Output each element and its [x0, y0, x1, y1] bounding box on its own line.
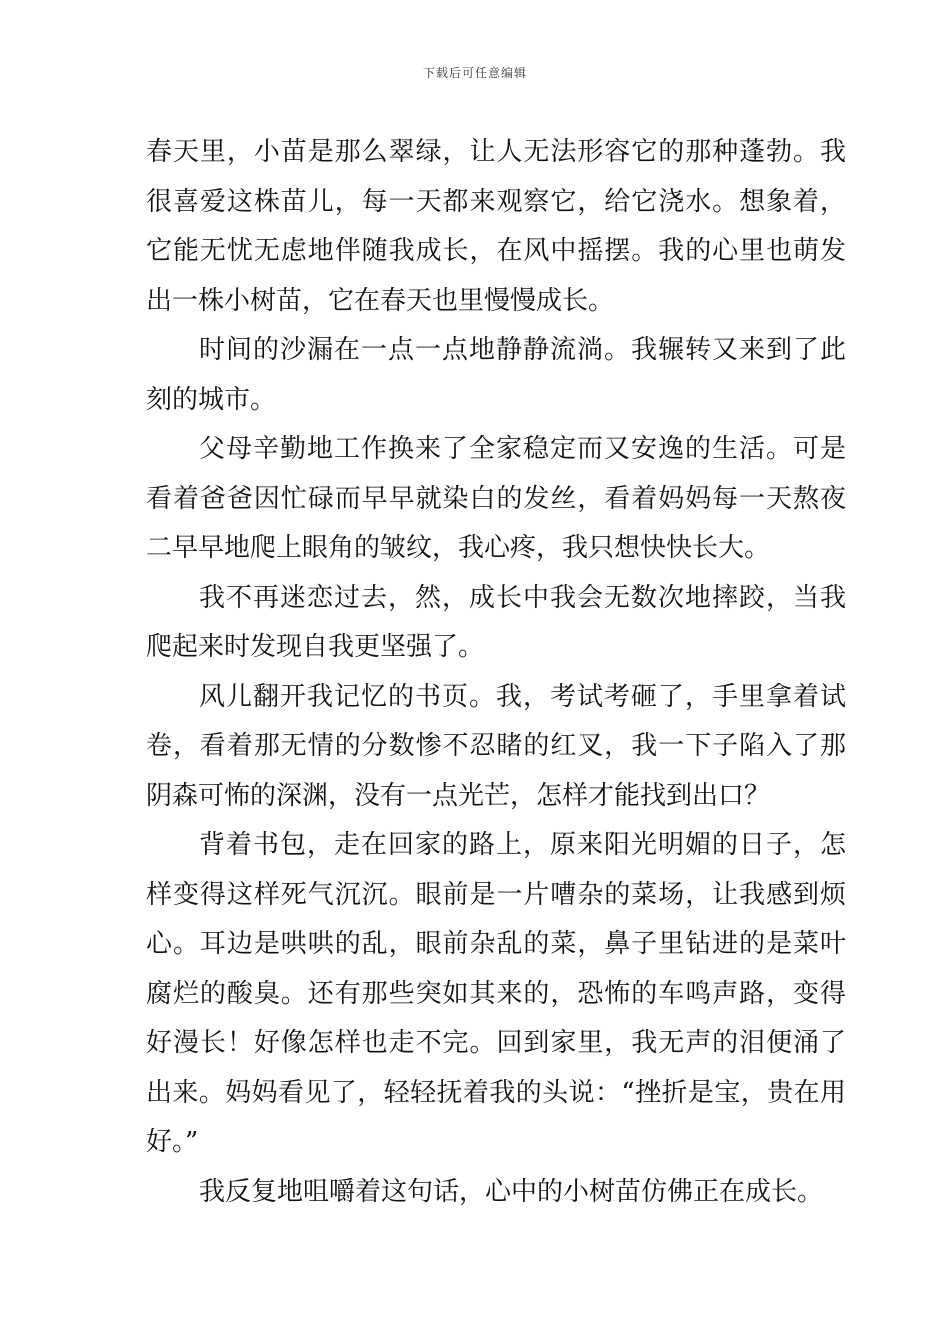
page-header-note: 下载后可任意编辑 [422, 66, 527, 80]
paragraph-6: 背着书包，走在回家的路上，原来阳光明媚的日子，怎样变得这样死气沉沉。眼前是一片嘈杂的菜场，让我感到烦心。耳边是哄哄的乱，眼前杂乱的菜，鼻子里钻进的是菜叶腐烂的酸臭。还有那些突如其来的，恐怖的车鸣声路，变得好漫长！好像怎样也走不完。回到家里，我无声的泪便涌了出来。妈妈看见了，轻轻抚着我的头说：“挫折是宝，贵在用好。” [146, 830, 846, 1157]
paragraph-5: 风儿翻开我记忆的书页。我，考试考砸了，手里拿着试卷，看着那无情的分数惨不忍睹的红叉，我一下子陷入了那阴森可怖的深渊，没有一点光芒，怎样才能找到出口？ [146, 681, 846, 811]
paragraph-2: 时间的沙漏在一点一点地静静流淌。我辗转又来到了此刻的城市。 [146, 335, 846, 415]
article-body [146, 128, 846, 1217]
paragraph-4: 我不再迷恋过去，然，成长中我会无数次地摔跤，当我爬起来时发现自我更坚强了。 [146, 582, 846, 662]
paragraph-1: 春天里，小苗是那么翠绿，让人无法形容它的那种蓬勃。我很喜爱这株苗儿，每一天都来观察它，给它浇水。想象着，它能无忧无虑地伴随我成长，在风中摇摆。我的心里也萌发出一株小树苗，它在春天也里慢慢成长。 [146, 137, 846, 316]
paragraph-3: 父母辛勤地工作换来了全家稳定而又安逸的生活。可是看着爸爸因忙碌而早早就染白的发丝，看着妈妈每一天熬夜二早早地爬上眼角的皱纹，我心疼，我只想快快长大。 [146, 434, 846, 563]
paragraph-7: 我反复地咀嚼着这句话，心中的小树苗仿佛正在成长。 [199, 1176, 824, 1207]
